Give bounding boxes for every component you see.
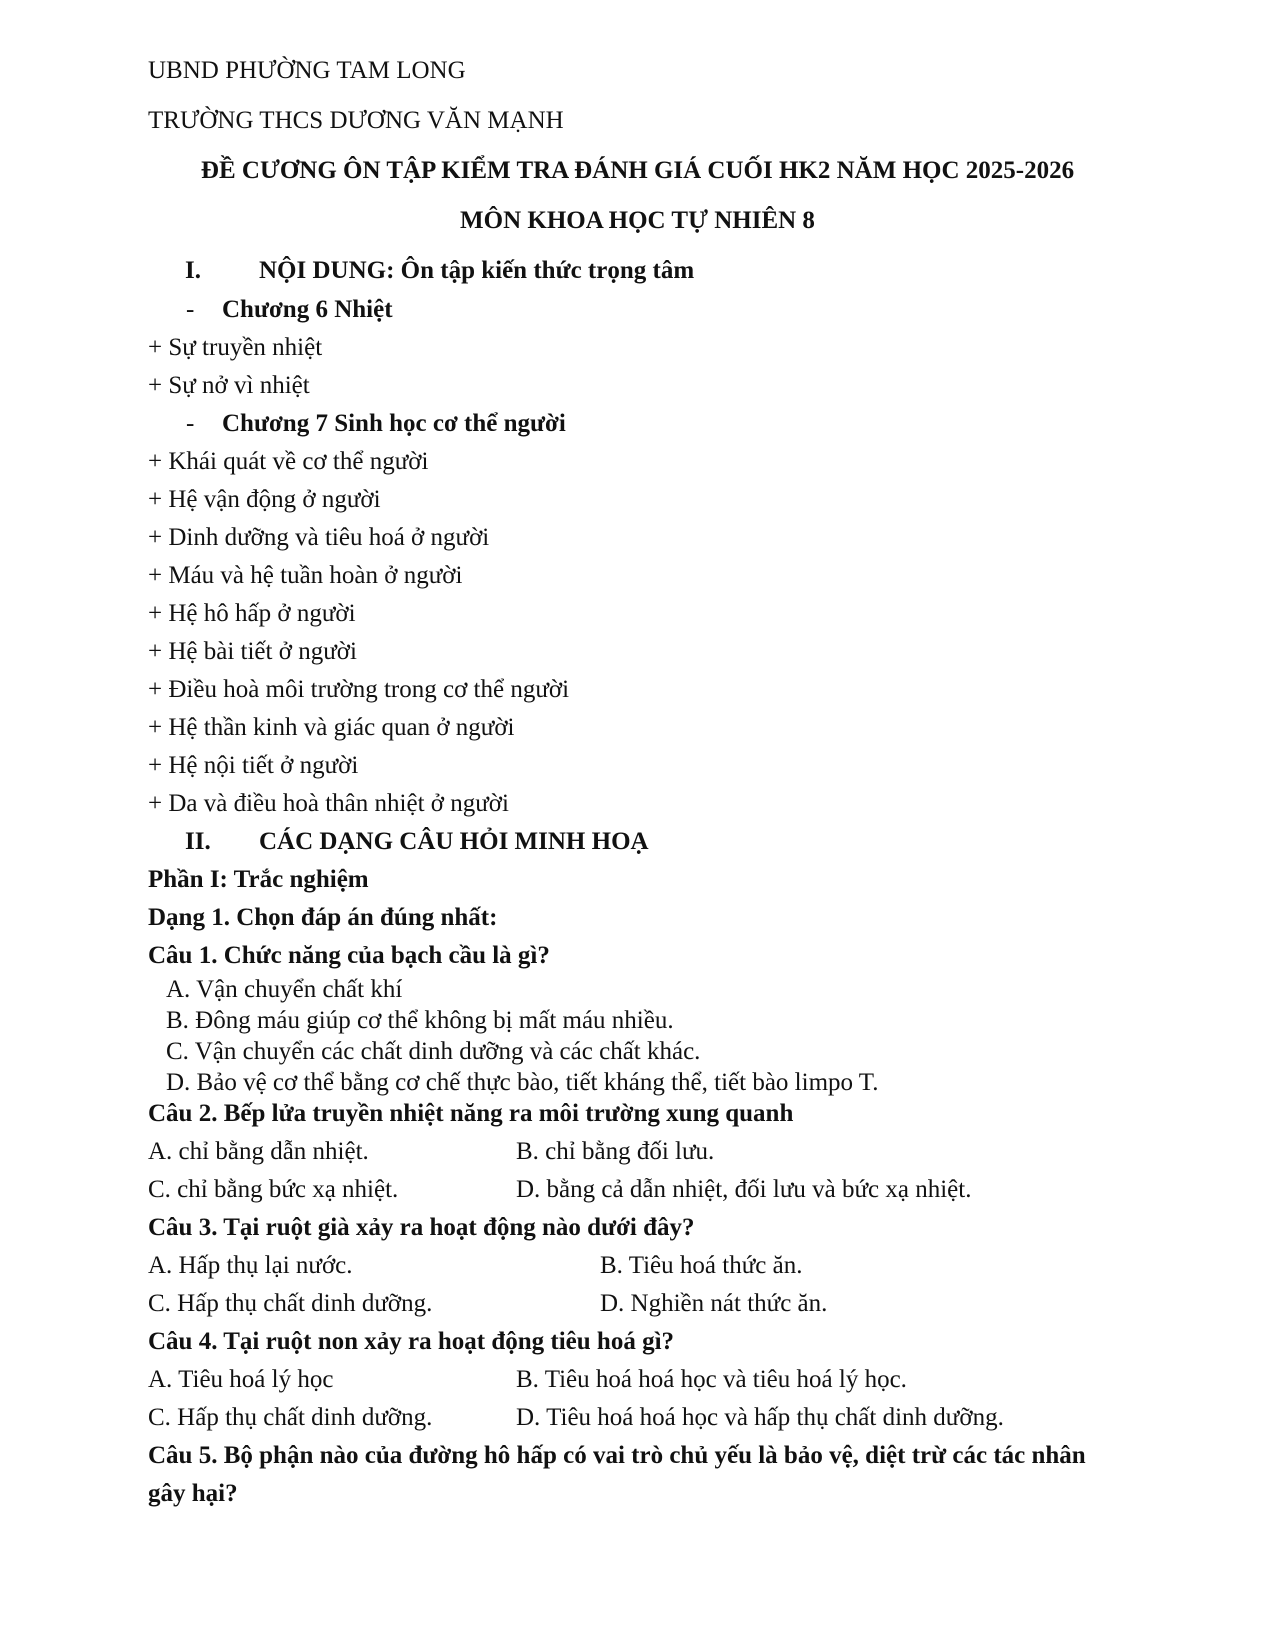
question-2: Câu 2. Bếp lửa truyền nhiệt năng ra môi trường xung quanh bbox=[148, 1100, 794, 1127]
doc-subject: MÔN KHOA HỌC TỰ NHIÊN 8 bbox=[460, 207, 815, 234]
q1-option-a: A. Vận chuyển chất khí bbox=[166, 976, 403, 1003]
q4-option-b: B. Tiêu hoá hoá học và tiêu hoá lý học. bbox=[516, 1366, 907, 1393]
chapter7-item: + Điều hoà môi trường trong cơ thể người bbox=[148, 676, 570, 703]
chapter7-item: + Hệ thần kinh và giác quan ở người bbox=[148, 714, 515, 741]
chapter6-item: + Sự truyền nhiệt bbox=[148, 334, 323, 361]
q4-option-c: C. Hấp thụ chất dinh dưỡng. bbox=[148, 1404, 433, 1431]
type1-heading: Dạng 1. Chọn đáp án đúng nhất: bbox=[148, 904, 498, 931]
part1-heading: Phần I: Trắc nghiệm bbox=[148, 866, 369, 893]
chapter7-item: + Máu và hệ tuần hoàn ở người bbox=[148, 562, 463, 589]
chapter7-item: + Da và điều hoà thân nhiệt ở người bbox=[148, 790, 509, 817]
chapter6-item: + Sự nở vì nhiệt bbox=[148, 372, 310, 399]
q2-option-a: A. chỉ bằng dẫn nhiệt. bbox=[148, 1138, 369, 1165]
q2-option-c: C. chỉ bằng bức xạ nhiệt. bbox=[148, 1176, 399, 1203]
q3-option-a: A. Hấp thụ lại nước. bbox=[148, 1252, 353, 1279]
q3-option-c: C. Hấp thụ chất dinh dưỡng. bbox=[148, 1290, 433, 1317]
doc-title: ĐỀ CƯƠNG ÔN TẬP KIỂM TRA ĐÁNH GIÁ CUỐI HK2 NĂM HỌC 2025-2026 bbox=[200, 157, 1075, 184]
section2-title: CÁC DẠNG CÂU HỎI MINH HOẠ bbox=[259, 828, 649, 855]
q1-option-b: B. Đông máu giúp cơ thể không bị mất máu nhiều. bbox=[166, 1007, 674, 1034]
q1-option-c: C. Vận chuyển các chất dinh dưỡng và các chất khác. bbox=[166, 1038, 701, 1065]
chapter6-dash: - bbox=[186, 296, 195, 323]
chapter7-item: + Hệ bài tiết ở người bbox=[148, 638, 357, 665]
chapter7-item: + Khái quát về cơ thể người bbox=[148, 448, 429, 475]
chapter7-item: + Hệ vận động ở người bbox=[148, 486, 381, 513]
q1-option-d: D. Bảo vệ cơ thể bằng cơ chế thực bào, tiết kháng thể, tiết bào limpo T. bbox=[166, 1069, 879, 1096]
chapter6-title: Chương 6 Nhiệt bbox=[222, 296, 393, 323]
q2-option-b: B. chỉ bằng đối lưu. bbox=[516, 1138, 715, 1165]
header-org: UBND PHƯỜNG TAM LONG bbox=[148, 57, 466, 84]
q3-option-d: D. Nghiền nát thức ăn. bbox=[600, 1290, 828, 1317]
question-5-line2: gây hại? bbox=[148, 1480, 238, 1507]
question-3: Câu 3. Tại ruột già xảy ra hoạt động nào dưới đây? bbox=[148, 1214, 695, 1241]
q4-option-d: D. Tiêu hoá hoá học và hấp thụ chất dinh dưỡng. bbox=[516, 1404, 1004, 1431]
chapter7-item: + Hệ hô hấp ở người bbox=[148, 600, 356, 627]
chapter7-title: Chương 7 Sinh học cơ thể người bbox=[222, 410, 566, 437]
section2-number: II. bbox=[185, 828, 211, 855]
chapter7-dash: - bbox=[186, 410, 195, 437]
q3-option-b: B. Tiêu hoá thức ăn. bbox=[600, 1252, 803, 1279]
chapter7-item: + Hệ nội tiết ở người bbox=[148, 752, 359, 779]
chapter7-item: + Dinh dưỡng và tiêu hoá ở người bbox=[148, 524, 490, 551]
header-school: TRƯỜNG THCS DƯƠNG VĂN MẠNH bbox=[148, 107, 564, 134]
question-5-line1: Câu 5. Bộ phận nào của đường hô hấp có vai trò chủ yếu là bảo vệ, diệt trừ các tác nhân bbox=[148, 1442, 1086, 1469]
question-4: Câu 4. Tại ruột non xảy ra hoạt động tiêu hoá gì? bbox=[148, 1328, 675, 1355]
q2-option-d: D. bằng cả dẫn nhiệt, đối lưu và bức xạ nhiệt. bbox=[516, 1176, 972, 1203]
section1-title: NỘI DUNG: Ôn tập kiến thức trọng tâm bbox=[259, 257, 695, 284]
section1-number: I. bbox=[185, 257, 201, 284]
q4-option-a: A. Tiêu hoá lý học bbox=[148, 1366, 334, 1393]
question-1: Câu 1. Chức năng của bạch cầu là gì? bbox=[148, 942, 550, 969]
